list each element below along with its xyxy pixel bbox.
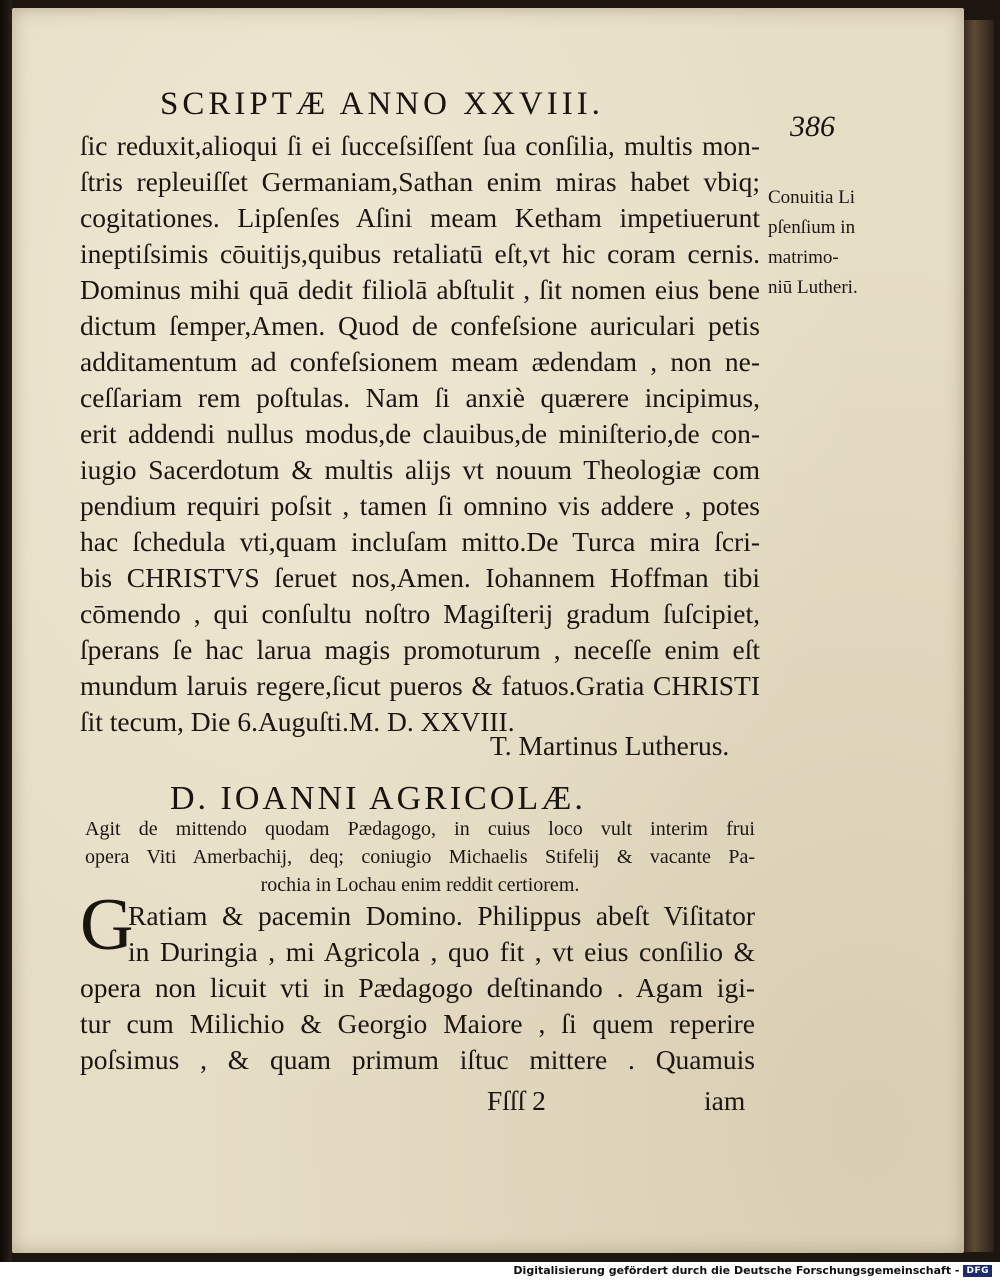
text-line: ſic reduxit,alioqui ſi ei ſucceſsiſſent ſua conſilia, multis mon- — [80, 130, 760, 161]
text-line: opera non licuit vti in Pædagogo deſtinando . Agam igi- — [80, 972, 755, 1003]
dfg-logo: DFG — [963, 1265, 992, 1277]
text-line: tur cum Milichio & Georgio Maiore , ſi quem reperire — [80, 1008, 755, 1039]
letter-heading: D. IOANNI AGRICOLÆ. — [170, 780, 586, 817]
main-text — [80, 128, 760, 740]
text-line: additamentum ad confeſsionem meam ædendam , non ne- — [80, 346, 760, 377]
text-line: ſtris repleuiſſet Germaniam,Sathan enim miras habet vbiq; — [80, 166, 760, 197]
text-line: ſit tecum, Die 6.Auguſti.M. D. XXVIII. — [80, 706, 515, 737]
catchword: iam — [704, 1085, 746, 1116]
marginal-line: niū Lutheri. — [768, 277, 858, 298]
summary-line: rochia in Lochau enim reddit certiorem. — [260, 874, 580, 896]
book-edge — [964, 20, 994, 1252]
text-line: dictum ſemper,Amen. Quod de confeſsione auriculari petis — [80, 310, 760, 341]
marginal-line: matrimo- — [768, 247, 839, 268]
signature-mark: Fſſſ 2 — [487, 1085, 546, 1116]
text-line: cogitationes. Lipſenſes Aſini meam Ketham impetiuerunt — [80, 202, 760, 233]
summary-line: Agit de mittendo quodam Pædagogo, in cuius loco vult interim frui — [85, 818, 755, 840]
text-line: Ratiam & pacemin Domino. Philippus abeſt Viſitator — [128, 900, 755, 931]
text-line: mundum laruis regere,ſicut pueros & fatuos.Gratia CHRISTI — [80, 670, 760, 701]
marginal-line: pſenſium in — [768, 217, 856, 238]
text-line: cōmendo , qui conſultu noſtro Magiſterij gradum ſuſcipiet, — [80, 598, 760, 629]
text-line: hac ſchedula vti,quam incluſam mitto.De Turca mira ſcri- — [80, 526, 760, 557]
letter-summary — [85, 815, 755, 899]
text-line: Dominus mihi quā dedit filiolā abſtulit , ſit nomen eius bene — [80, 274, 760, 305]
text-line: erit addendi nullus modus,de clauibus,de miniſterio,de con- — [80, 418, 760, 449]
summary-line: opera Viti Amerbachij, deq; coniugio Michaelis Stifelij & vacante Pa- — [85, 846, 755, 868]
text-line: iugio Sacerdotum & multis alijs vt nouum Theologiæ com — [80, 454, 760, 485]
letter-signature: T. Martinus Lutherus. — [490, 730, 730, 761]
drop-cap: G — [80, 884, 134, 966]
digitization-credit — [513, 1262, 992, 1279]
text-line: ſperans ſe hac laruа magis promoturum , neceſſe enim eſt — [80, 634, 760, 665]
running-head: SCRIPTÆ ANNO XXVIII. — [160, 86, 604, 122]
marginal-note — [768, 183, 918, 303]
binding-shadow — [0, 0, 12, 1262]
text-line: pendium requiri poſsit , tamen ſi omnino vis addere , potes — [80, 490, 760, 521]
text-line: in Duringia , mi Agricola , quo fit , vt eius conſilio & — [128, 936, 755, 967]
text-line: poſsimus , & quam primum iſtuc mittere . Quamuis — [80, 1044, 755, 1075]
text-line: bis CHRISTVS ſeruet nos,Amen. Iohannem Hoffman tibi — [80, 562, 760, 593]
marginal-line: Conuitia Li — [768, 187, 856, 208]
text-line: ineptiſsimis cōuitijs,quibus retaliatū eſt,vt hic coram cernis. — [80, 238, 760, 269]
credit-text: Digitalisierung gefördert durch die Deutsche Forschungsgemeinschaft - — [513, 1264, 960, 1277]
page-number: 386 — [790, 110, 835, 143]
text-line: ceſſariam rem poſtulas. Nam ſi anxiè quærere incipimus, — [80, 382, 760, 413]
